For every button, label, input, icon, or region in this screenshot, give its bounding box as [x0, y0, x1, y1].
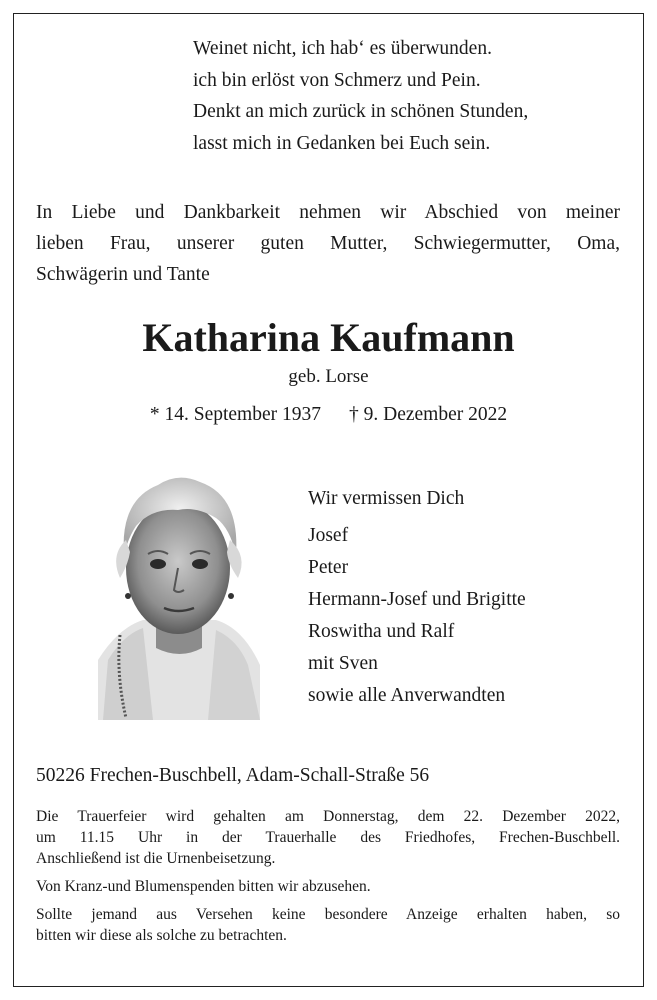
ceremony-line: Anschließend ist die Urnenbeisetzung.: [36, 850, 276, 867]
maiden-name: geb. Lorse: [288, 366, 369, 387]
mourner-name: sowie alle Anverwandten: [308, 685, 506, 706]
poem-line: Denkt an mich zurück in schönen Stunden,: [193, 101, 529, 122]
ceremony-line: um 11.15 Uhr in der Trauerhalle des Friedhofes, Frechen-Buschbell.: [36, 829, 620, 846]
deceased-name: Katharina Kaufmann: [142, 315, 515, 360]
mourner-name: mit Sven: [308, 653, 378, 674]
death-date: † 9. Dezember 2022: [349, 404, 508, 425]
address: 50226 Frechen-Buschbell, Adam-Schall-Straße 56: [36, 765, 430, 786]
intro-line: Schwägerin und Tante: [36, 264, 210, 285]
mourner-name: Roswitha und Ralf: [308, 621, 455, 642]
mourners-list: [308, 483, 526, 712]
life-dates: [0, 400, 657, 430]
poem-line: ich bin erlöst von Schmerz und Pein.: [193, 69, 481, 91]
ceremony-info: [36, 806, 620, 869]
mourner-name: Josef: [308, 525, 349, 546]
notice-line: bitten wir diese als solche zu betrachten.: [36, 927, 287, 944]
portrait-photo: [98, 460, 260, 720]
flowers-note: Von Kranz-und Blumenspenden bitten wir abzusehen.: [36, 878, 371, 895]
mourner-name: Peter: [308, 557, 349, 578]
mourner-name: Hermann-Josef und Brigitte: [308, 589, 526, 610]
intro-line: In Liebe und Dankbarkeit nehmen wir Abschied von meiner: [36, 202, 620, 223]
poem-line: lasst mich in Gedanken bei Euch sein.: [193, 132, 491, 154]
notes: [36, 806, 620, 953]
poem-line: Weinet nicht, ich hab‘ es überwunden.: [193, 38, 492, 59]
mourners-heading: Wir vermissen Dich: [308, 488, 465, 509]
ceremony-line: Die Trauerfeier wird gehalten am Donnerstag, dem 22. Dezember 2022,: [36, 808, 620, 825]
notice-note: [36, 904, 620, 946]
poem: [193, 33, 528, 159]
farewell-intro: [36, 197, 620, 290]
birth-date: * 14. September 1937: [149, 404, 321, 425]
intro-line: lieben Frau, unserer guten Mutter, Schwiegermutter, Oma,: [36, 233, 620, 254]
notice-line: Sollte jemand aus Versehen keine besondere Anzeige erhalten haben, so: [36, 906, 620, 923]
